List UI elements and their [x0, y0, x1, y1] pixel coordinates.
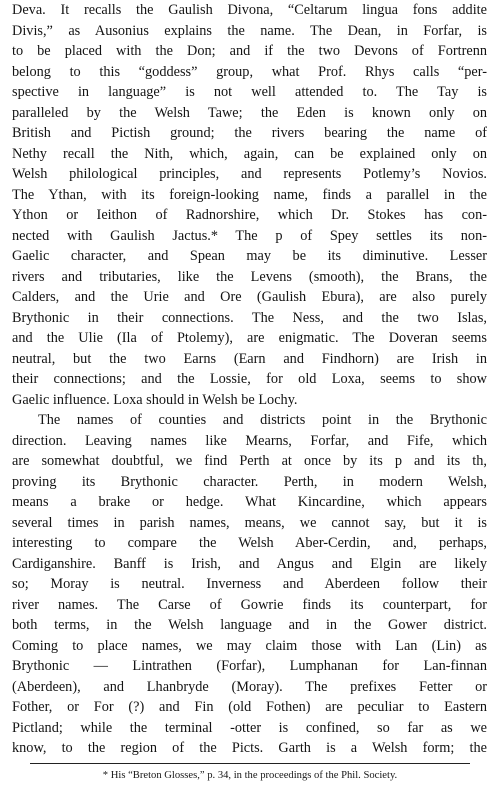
text-line: Cardiganshire. Banff is Irish, and Angus and Elgin are likely — [12, 555, 487, 572]
text-line: interesting to compare the Welsh Aber-Cerdin, and, perhaps, — [12, 535, 487, 551]
text-line: British and Pictish ground; the rivers bearing the name of — [12, 125, 487, 141]
text-line: Pictland; while the terminal -otter is confined, so far as we — [12, 719, 487, 736]
text-line: so; Moray is neutral. Inverness and Aberdeen follow their — [12, 576, 487, 592]
footnote: * His “Breton Glosses,” p. 34, in the proceedings of the Phil. Society. — [102, 770, 398, 781]
text-line: The Ythan, with its foreign-looking name, finds a parallel in the — [12, 186, 487, 203]
text-line: belong to this “goddess” group, what Prof. Rhys calls “per- — [12, 63, 487, 80]
text-line: proving its Brythonic character. Perth, in modern Welsh, — [12, 473, 487, 490]
text-line: Ython or Ieithon of Radnorshire, which Dr. Stokes has con- — [12, 207, 487, 223]
text-line: (Aberdeen), and Lhanbryde (Moray). The prefixes Fetter or — [12, 678, 487, 695]
text-line: means a brake or hedge. What Kincardine, which appears — [12, 494, 487, 510]
text-line: Coming to place names, we may claim those with Lan (Lin) as — [12, 637, 487, 654]
text-line: Welsh philological principles, and represents Potlemy’s Novios. — [12, 166, 487, 182]
text-line: their connections; and the Lossie, for old Loxa, seems to show — [12, 371, 487, 387]
text-line: and the Ulie (Ila of Ptolemy), are enigmatic. The Doveran seems — [12, 330, 487, 346]
text-line: Gaelic influence. Loxa should in Welsh be Lochy. — [12, 391, 298, 408]
text-line: Nethy recall the Nith, which, again, can be explained only on — [12, 145, 487, 162]
text-line: river names. The Carse of Gowrie finds its counterpart, for — [12, 596, 487, 613]
text-line: direction. Leaving names like Mearns, Forfar, and Fife, which — [12, 432, 487, 449]
text-line: Brythonic in their connections. The Ness, and the two Islas, — [12, 309, 487, 326]
paragraph-start-line: The names of counties and districts point in the Brythonic — [38, 412, 487, 428]
text-line: rivers and tributaries, like the Levens (smooth), the Brans, the — [12, 268, 487, 285]
text-line: to be placed with the Don; and if the two Devons of Fortrenn — [12, 43, 487, 59]
text-line: know, to the region of the Picts. Garth is a Welsh form; the — [12, 740, 487, 756]
text-line: paralleled by the Welsh Tawe; the Eden is known only on — [12, 104, 487, 121]
text-line: neutral, but the two Earns (Earn and Findhorn) are Irish in — [12, 350, 487, 367]
text-line: Divis,” as Ausonius explains the name. The Dean, in Forfar, is — [12, 22, 487, 39]
text-line: several times in parish names, means, we cannot say, but it is — [12, 514, 487, 531]
text-line: Deva. It recalls the Gaulish Divona, “Celtarum lingua fons addite — [12, 2, 487, 18]
text-line: are somewhat doubtful, we find Perth at once by its p and its th, — [12, 453, 487, 469]
text-line: Gaelic character, and Spean may be its diminutive. Lesser — [12, 248, 487, 264]
text-line: spective in language” is not well attended to. The Tay is — [12, 84, 487, 100]
text-line: Fother, or For (?) and Fin (old Fothen) are peculiar to Eastern — [12, 699, 487, 715]
footnote-rule — [30, 763, 470, 764]
text-line: nected with Gaulish Jactus.* The p of Spey settles its non- — [12, 227, 487, 244]
text-line: Brythonic — Lintrathen (Forfar), Lumphanan for Lan-finnan — [12, 658, 487, 674]
text-line: Calders, and the Urie and Ore (Gaulish Ebura), are also purely — [12, 289, 487, 305]
text-line: both terms, in the Welsh language and in the Gower district. — [12, 617, 487, 633]
